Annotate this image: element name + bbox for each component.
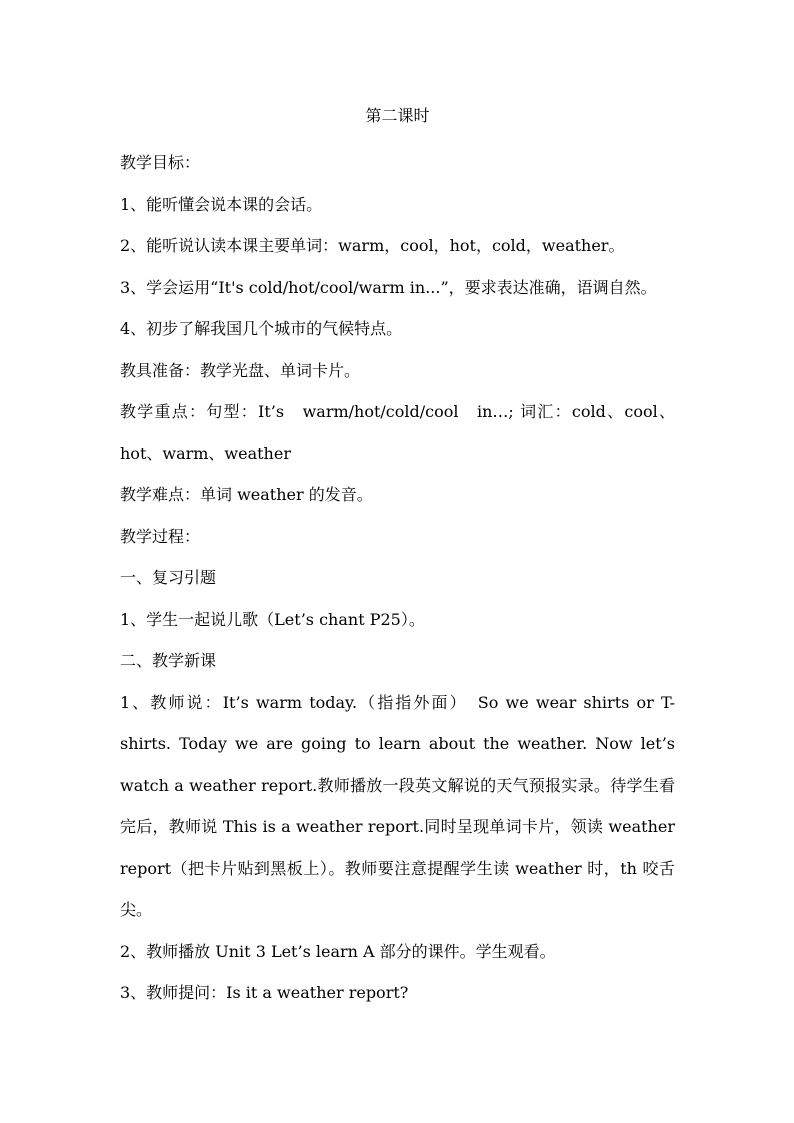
key-points: 教学重点：句型：It’s warm/hot/cold/cool in…; 词汇：cold、cool、hot、warm、weather (120, 402, 675, 463)
document-page (120, 100, 675, 1014)
new-lesson-step-1: 1、教师说：It’s warm today.（指指外面） So we wear shirts or T-shirts. Today we are going to learn about the weather. Now let’s watch a weather report.教师播放一段英文解说的天气预报实录。待学生看完后，教师说 This is a weather report.同时呈现单词卡片，领读 weather report（把卡片贴到黑板上）。教师要注意提醒学生读 weather 时，th 咬舌尖。 (120, 692, 675, 919)
difficult-points: 教学难点：单词 weather 的发音。 (120, 485, 373, 504)
section-new-lesson-heading: 二、教学新课 (120, 651, 217, 670)
document-title: 第二课时 (365, 106, 430, 125)
new-lesson-step-3: 3、教师提问：Is it a weather report? (120, 983, 409, 1002)
section-review-heading: 一、复习引题 (120, 568, 217, 587)
objective-1: 1、能听懂会说本课的会话。 (120, 194, 323, 214)
process-heading: 教学过程： (120, 526, 201, 546)
objective-3: 3、学会运用“It's cold/hot/cool/warm in...”，要求表达准确，语调自然。 (120, 277, 657, 297)
objective-4: 4、初步了解我国几个城市的气候特点。 (120, 319, 403, 338)
new-lesson-step-2: 2、教师播放 Unit 3 Let’s learn A 部分的课件。学生观看。 (120, 941, 556, 961)
objective-2: 2、能听说认读本课主要单词：warm，cool，hot，cold，weather。 (120, 236, 625, 255)
teaching-aids: 教具准备：教学光盘、单词卡片。 (120, 360, 361, 380)
review-step-1: 1、学生一起说儿歌（Let’s chant P25）。 (120, 609, 425, 629)
objectives-heading: 教学目标： (120, 153, 201, 172)
